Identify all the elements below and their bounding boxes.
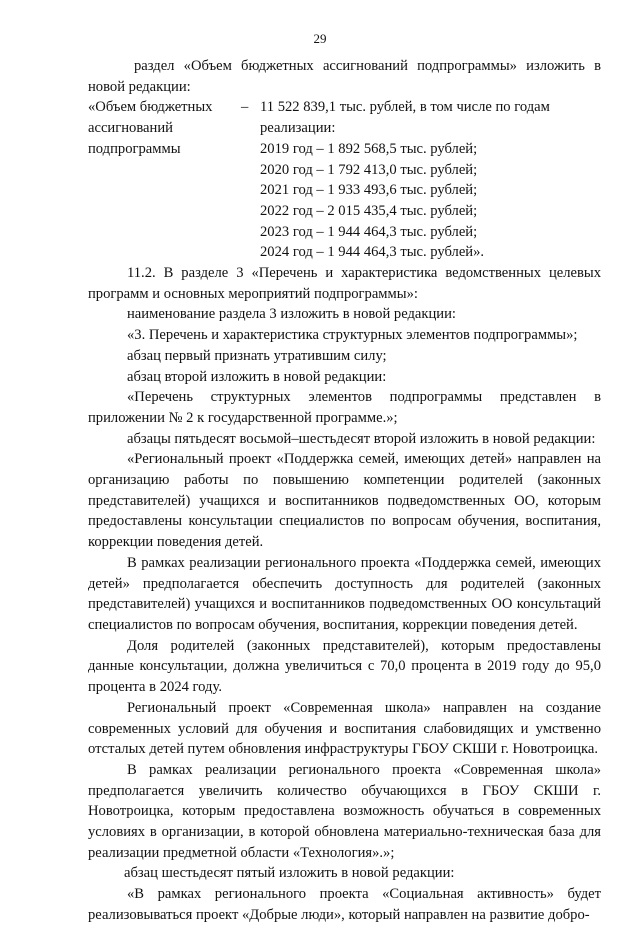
intro-paragraph: раздел «Объем бюджетных ассигнований подпрограммы» изложить в новой редакции: — [88, 58, 601, 95]
paragraph: абзац второй изложить в новой редакции: — [127, 368, 387, 385]
paragraph: «3. Перечень и характеристика структурных элементов подпрограммы»; — [127, 327, 578, 344]
document-body — [88, 56, 601, 926]
paragraph: 11.2. В разделе 3 «Перечень и характеристика ведомственных целевых программ и основных мероприятий подпрограммы»: — [88, 265, 601, 302]
budget-line: реализации: — [260, 120, 336, 137]
budget-line: 2020 год – 1 792 413,0 тыс. рублей; — [260, 161, 478, 178]
budget-line: 2023 год – 1 944 464,3 тыс. рублей; — [260, 223, 478, 240]
budget-line: 2024 год – 1 944 464,3 тыс. рублей». — [260, 244, 485, 261]
budget-line: 2019 год – 1 892 568,5 тыс. рублей; — [260, 140, 478, 157]
paragraph: В рамках реализации регионального проекта «Поддержка семей, имеющих детей» предполагается обеспечить доступность для родителей (законных представителей) учащихся и воспитанников подведомственных ОО консультаций специалистов по вопросам обучения, воспитания, коррекции поведения детей. — [88, 554, 601, 633]
paragraph: абзац первый признать утратившим силу; — [127, 347, 387, 364]
paragraph: «Перечень структурных элементов подпрограммы представлен в приложении № 2 к государственной программе.»; — [88, 389, 601, 426]
paragraph: Региональный проект «Современная школа» направлен на создание современных условий для обучения и воспитания слабовидящих и умственно отсталых детей путем обновления инфраструктуры ГБОУ СКШИ г. Новотроицка. — [88, 699, 601, 758]
paragraph: «Региональный проект «Поддержка семей, имеющих детей» направлен на организацию работы по повышению компетенции родителей (законных представителей) учащихся и воспитанников подведомственных ОО, которым предоставлены консультации специалистов по вопросам обучения, воспитания, коррекции поведения детей. — [88, 451, 601, 551]
budget-table — [88, 97, 601, 263]
budget-line: 2022 год – 2 015 435,4 тыс. рублей; — [260, 202, 478, 219]
paragraph: абзацы пятьдесят восьмой–шестьдесят второй изложить в новой редакции: — [127, 430, 596, 447]
budget-label: «Объем бюджетных ассигнований подпрограммы — [88, 99, 213, 157]
budget-lines — [260, 97, 601, 263]
budget-line: 2021 год – 1 933 493,6 тыс. рублей; — [260, 182, 478, 199]
paragraph: «В рамках регионального проекта «Социальная активность» будет реализовываться проект «Добрые люди», который направлен на развитие добро- — [88, 886, 601, 923]
paragraph: В рамках реализации регионального проекта «Современная школа» предполагается увеличить количество обучающихся в ГБОУ СКШИ г. Новотроицка, которым предоставлена возможность обучаться в современных условиях в организации, в которой обновлена материально-техническая база для реализации предметной области «Технология».»; — [88, 761, 601, 861]
budget-line: 11 522 839,1 тыс. рублей, в том числе по годам — [260, 99, 550, 116]
paragraph: абзац шестьдесят пятый изложить в новой редакции: — [124, 865, 455, 882]
paragraph: наименование раздела 3 изложить в новой редакции: — [127, 306, 456, 323]
page-number: 29 — [313, 31, 327, 46]
paragraph: Доля родителей (законных представителей), которым предоставлены данные консультации, должна увеличиться с 70,0 процента в 2019 году до 95,0 процента в 2024 году. — [88, 637, 601, 696]
budget-dash: – — [241, 99, 249, 116]
